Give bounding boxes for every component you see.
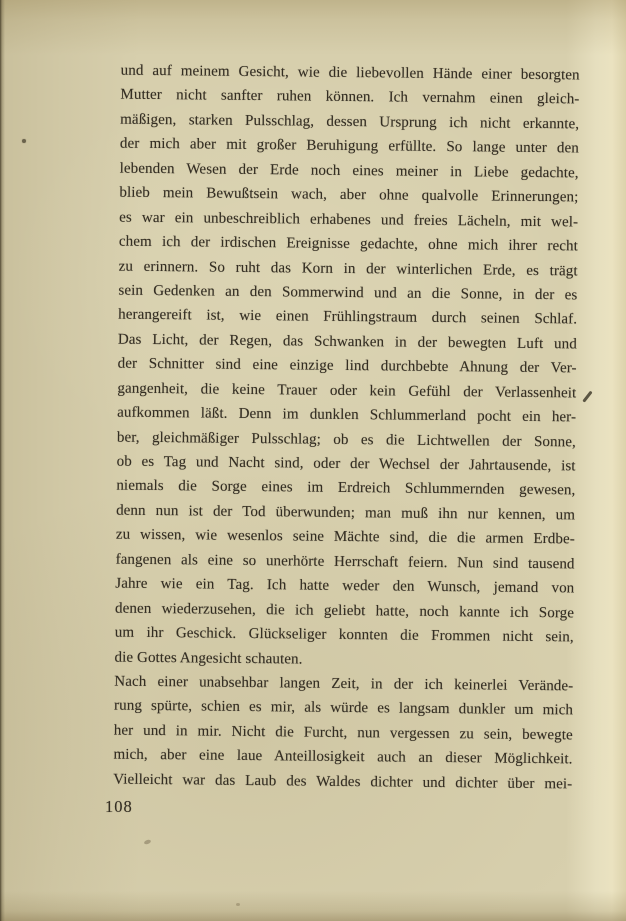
text-line: ob es Tag und Nacht sind, oder der Wechsel der Jahrtausende, ist bbox=[116, 453, 576, 475]
faint-speck bbox=[236, 903, 240, 906]
text-line: sein Gedenken an den Sommerwind und an die Sonne, in der es bbox=[118, 282, 578, 304]
text-line: der Schnitter sind eine einzige lind durchbebte Ahnung der Ver- bbox=[117, 355, 577, 377]
text-line: Nach einer unabsehbar langen Zeit, in der ich keinerlei Verände- bbox=[114, 673, 574, 695]
text-line: Jahre wie ein Tag. Ich hatte weder den Wunsch, jemand von bbox=[115, 575, 575, 597]
text-line: niemals die Sorge eines im Erdreich Schlummernden gewesen, bbox=[116, 478, 576, 499]
text-line: denen wiederzusehen, die ich geliebt hatte, noch kannte ich Sorge bbox=[115, 600, 575, 622]
text-line: und auf meinem Gesicht, wie die liebevollen Hände einer besorgten bbox=[120, 62, 580, 84]
text-line: Vielleicht war das Laub des Waldes dichter und dichter über mei- bbox=[113, 771, 573, 793]
smudge-mark bbox=[144, 839, 152, 845]
text-line: her und in mir. Nicht die Furcht, nun vergessen zu sein, bewegte bbox=[113, 722, 573, 744]
text-line: Das Licht, der Regen, das Schwanken in der bewegten Luft und bbox=[117, 331, 577, 353]
page-number: 108 bbox=[105, 797, 133, 816]
text-line: Mutter nicht sanfter ruhen können. Ich vernahm einen gleich- bbox=[120, 87, 580, 108]
text-line: mich, aber eine laue Anteillosigkeit auch an dieser Möglichkeit. bbox=[113, 746, 573, 768]
ink-speck bbox=[22, 139, 26, 143]
text-line: der mich aber mit großer Beruhigung erfüllte. So lange unter den bbox=[119, 135, 580, 157]
text-line: gangenheit, die keine Trauer oder kein Gefühl der Verlassenheit bbox=[117, 380, 577, 402]
text-line: es war ein unbeschreiblich erhabenes und freies Lächeln, mit wel- bbox=[119, 209, 579, 231]
text-line: mäßigen, starken Pulsschlag, dessen Ursprung ich nicht erkannte, bbox=[120, 111, 580, 133]
text-line: fangenen als eine so unerhörte Herrschaft feiern. Nun sind tausend bbox=[115, 551, 575, 573]
text-line: die Gottes Angesicht schauten. bbox=[114, 649, 303, 668]
text-line: aufkommen läßt. Denn im dunklen Schlummerland pocht ein her- bbox=[117, 404, 577, 426]
text-line: zu wissen, wie wesenlos seine Mächte sind, die die armen Erdbe- bbox=[115, 526, 575, 548]
text-line: denn nun ist der Tod überwunden; man muß ihn nur kennen, um bbox=[116, 502, 576, 524]
text-line: chem ich der irdischen Ereignisse gedachte, ohne mich ihrer recht bbox=[118, 233, 578, 255]
text-line: lebenden Wesen der Erde noch eines meiner in Liebe gedachte, bbox=[119, 160, 579, 182]
text-line: zu erinnern. So ruht das Korn in der winterlichen Erde, es trägt bbox=[118, 258, 578, 279]
text-line: blieb mein Bewußtsein wach, aber ohne qualvolle Erinnerungen; bbox=[119, 184, 579, 206]
text-block bbox=[113, 59, 580, 797]
text-line: ber, gleichmäßiger Pulsschlag; ob es die Lichtwellen der Sonne, bbox=[116, 429, 576, 450]
text-line: um ihr Geschick. Glückseliger konnten die Frommen nicht sein, bbox=[114, 624, 574, 646]
text-line: rung spürte, schien es mir, als würde es langsam dunkler um mich bbox=[113, 697, 574, 719]
pen-mark bbox=[582, 391, 592, 403]
text-line: herangereift ist, wie einen Frühlingstraum durch seinen Schlaf. bbox=[118, 306, 578, 328]
